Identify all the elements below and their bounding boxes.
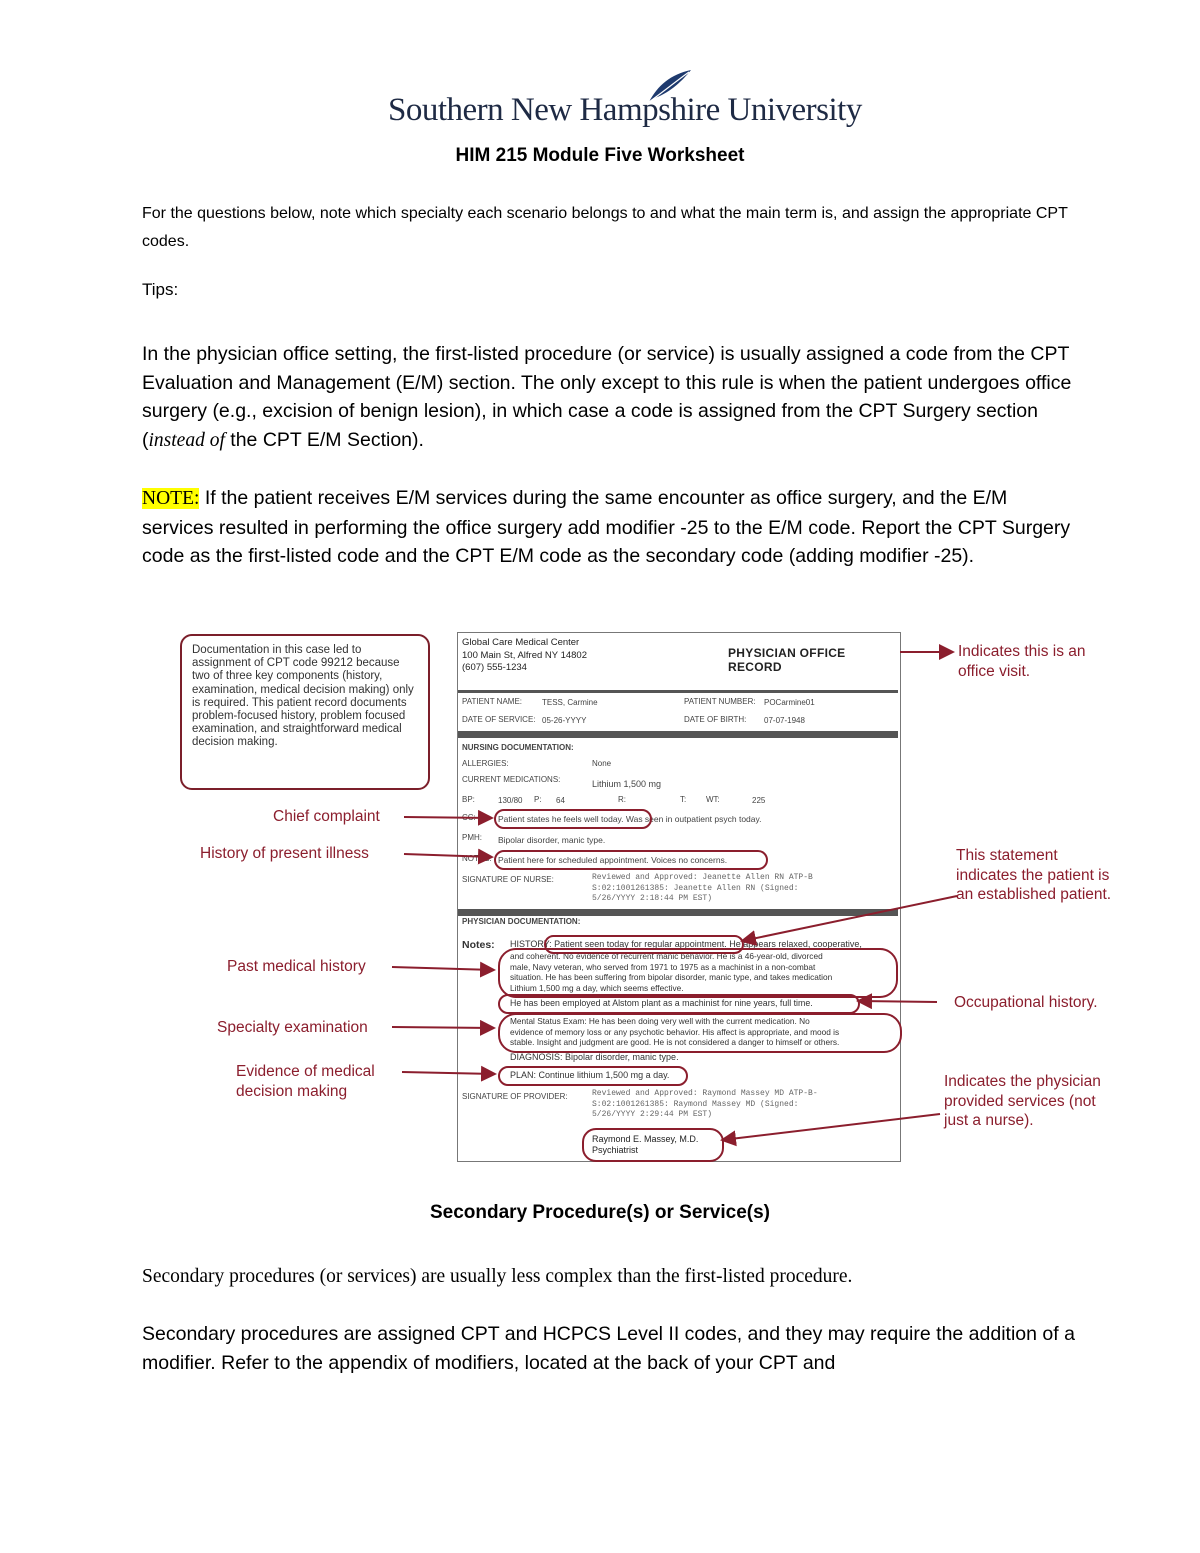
label-mdm-line: decision making — [236, 1083, 348, 1100]
note-label: NOTE: — [142, 488, 200, 509]
weight-value: 225 — [752, 796, 766, 805]
facility-phone: (607) 555-1234 — [462, 662, 527, 673]
sig-nurse-label: SIGNATURE OF NURSE: — [462, 875, 554, 884]
sig-nurse-line: Reviewed and Approved: Jeanette Allen RN ATP-B — [592, 873, 813, 882]
sig-provider-line: Reviewed and Approved: Raymond Massey MD ATP-B- — [592, 1089, 818, 1098]
provider-name: Raymond E. Massey, M.D. — [592, 1134, 699, 1144]
university-logo: Southern New Hampshire University — [388, 92, 862, 128]
patient-name-label: PATIENT NAME: — [462, 697, 523, 706]
dob: 07-07-1948 — [764, 716, 805, 725]
label-specialty-exam: Specialty examination — [217, 1019, 368, 1036]
allergies-label: ALLERGIES: — [462, 759, 509, 768]
dob-label: DATE OF BIRTH: — [684, 715, 747, 724]
nursing-notes-text: Patient here for scheduled appointment. Voices no concerns. — [498, 855, 728, 865]
label-established: This statement indicates the patient is an established patient. — [956, 847, 1112, 903]
diagnosis-text: DIAGNOSIS: Bipolar disorder, manic type. — [510, 1052, 679, 1062]
label-mdm-line: Evidence of medical — [236, 1063, 375, 1080]
history-line: situation. He has been suffering from bipolar disorder, manic type, and takes medication — [510, 972, 833, 982]
sig-provider-line: S:02:1001261385: Raymond Massey MD (Signed: — [592, 1099, 799, 1109]
label-pmh: Past medical history — [227, 958, 366, 975]
record-title: PHYSICIAN OFFICE RECORD — [728, 646, 846, 674]
occupation-text: He has been employed at Alstom plant as a machinist for nine years, full time. — [510, 998, 813, 1008]
bp-label: BP: — [462, 795, 475, 804]
secondary-p1-text: Secondary procedures (or services) are usually less complex than the first-listed procedure. — [142, 1266, 853, 1287]
page-title: HIM 215 Module Five Worksheet — [455, 145, 745, 166]
sig-nurse-line: S:02:1001261385: Jeanette Allen RN (Signed: — [592, 883, 799, 893]
history-line: and coherent. No evidence of recurrent manic behavior. He is a 46-year-old, divorced — [510, 951, 823, 961]
allergies: None — [592, 759, 612, 768]
nursing-header: NURSING DOCUMENTATION: — [462, 743, 574, 752]
tip-text-2: the CPT E/M Section). — [224, 428, 424, 451]
label-hpi: History of present illness — [200, 845, 369, 862]
provider-title: Psychiatrist — [592, 1145, 639, 1155]
patient-number-label: PATIENT NUMBER: — [684, 697, 756, 706]
note-text: If the patient receives E/M services during the same encounter as office surgery, and the E/M services resulted in performing the office surgery add modifier -25 to the E/M code. Report the CPT Surgery code as the first-listed code and the CPT E/M code as the secondary code (adding modifier -25). — [142, 487, 1071, 567]
tips-label: Tips: — [142, 280, 179, 299]
weight-label: WT: — [706, 795, 720, 804]
sig-nurse-line: 5/26/YYYY 2:18:44 PM EST) — [592, 894, 713, 903]
resp-label: R: — [618, 795, 626, 804]
physician-notes-label: Notes: — [462, 939, 495, 951]
documentation-callout: Documentation in this case led to assignment of CPT code 99212 because two of three key components (history, examination, medical decision making) only is required. This patient record documents problem-focused history, problem focused examination, and straightforward medical decision making. — [180, 634, 430, 790]
cc-label: CC: — [462, 813, 476, 822]
label-physician: Indicates the physician provided services (not just a nurse). — [944, 1073, 1101, 1129]
mse-line: Mental Status Exam: He has been doing very well with the current medication. No — [510, 1016, 810, 1026]
meds-label: CURRENT MEDICATIONS: — [462, 775, 561, 784]
intro-paragraph: For the questions below, note which specialty each scenario belongs to and what the main term is, and assign the appropriate CPT codes. — [142, 205, 1068, 250]
chief-complaint-text: Patient states he feels well today. Was seen in outpatient psych today. — [498, 814, 762, 824]
date-of-service: 05-26-YYYY — [542, 716, 587, 725]
history-line: Lithium 1,500 mg a day, which seems effective. — [510, 982, 684, 993]
secondary-paragraph-1 — [142, 1262, 1082, 1292]
physician-header: PHYSICIAN DOCUMENTATION: — [462, 917, 581, 926]
history-line: male, Navy veteran, who served from 1971 to 1975 as a machinist in a non-combat — [510, 961, 816, 972]
tip-text-1: In the physician office setting, the first-listed procedure (or service) is usually assigned a code from the CPT Evaluation and Management (E/M) section. The only except to this rule is when the patient undergoes office surgery (e.g., excision of benign lesion), in which case a code is assigned from the CPT Surgery section ( — [142, 343, 1072, 451]
label-occupational: Occupational history. — [954, 994, 1098, 1011]
label-mdm — [236, 1062, 375, 1102]
temp-label: T: — [680, 795, 687, 804]
mse-line: evidence of memory loss or any psychotic behavior. His affect is appropriate, and mood is — [510, 1026, 840, 1037]
facility-name: Global Care Medical Center — [462, 637, 580, 648]
history-text: HISTORY: Patient seen today for regular appointment. He appears relaxed, cooperative, — [510, 939, 862, 949]
nursing-notes-label: NOTES: — [462, 854, 492, 863]
meds: Lithium 1,500 mg — [592, 779, 662, 789]
facility-address: 100 Main St, Alfred NY 14802 — [462, 649, 587, 661]
pulse-label: P: — [534, 795, 542, 804]
sig-provider-line: 5/26/YYYY 2:29:44 PM EST) — [592, 1110, 713, 1119]
mse-line: stable. Insight and judgment are good. He is not considered a danger to himself or others. — [510, 1037, 840, 1047]
pmh-text: Bipolar disorder, manic type. — [498, 835, 606, 845]
patient-number: POCarmine01 — [764, 698, 815, 707]
label-office-visit: Indicates this is an office visit. — [958, 643, 1086, 680]
secondary-paragraph-2: Secondary procedures are assigned CPT and HCPCS Level II codes, and they may require the addition of a modifier. Refer to the appendix of modifiers, located at the back of your CPT and — [142, 1323, 1075, 1374]
date-of-service-label: DATE OF SERVICE: — [462, 715, 536, 724]
sig-provider-label: SIGNATURE OF PROVIDER: — [462, 1092, 568, 1101]
patient-name: TESS, Carmine — [542, 698, 598, 707]
pmh-label: PMH: — [462, 833, 482, 842]
tip-italic: instead of — [148, 429, 225, 451]
plan-text: PLAN: Continue lithium 1,500 mg a day. — [510, 1070, 670, 1080]
label-chief-complaint: Chief complaint — [273, 808, 380, 825]
secondary-title: Secondary Procedure(s) or Service(s) — [429, 1202, 771, 1223]
pulse-value: 64 — [556, 796, 565, 805]
bp-value: 130/80 — [498, 796, 523, 805]
